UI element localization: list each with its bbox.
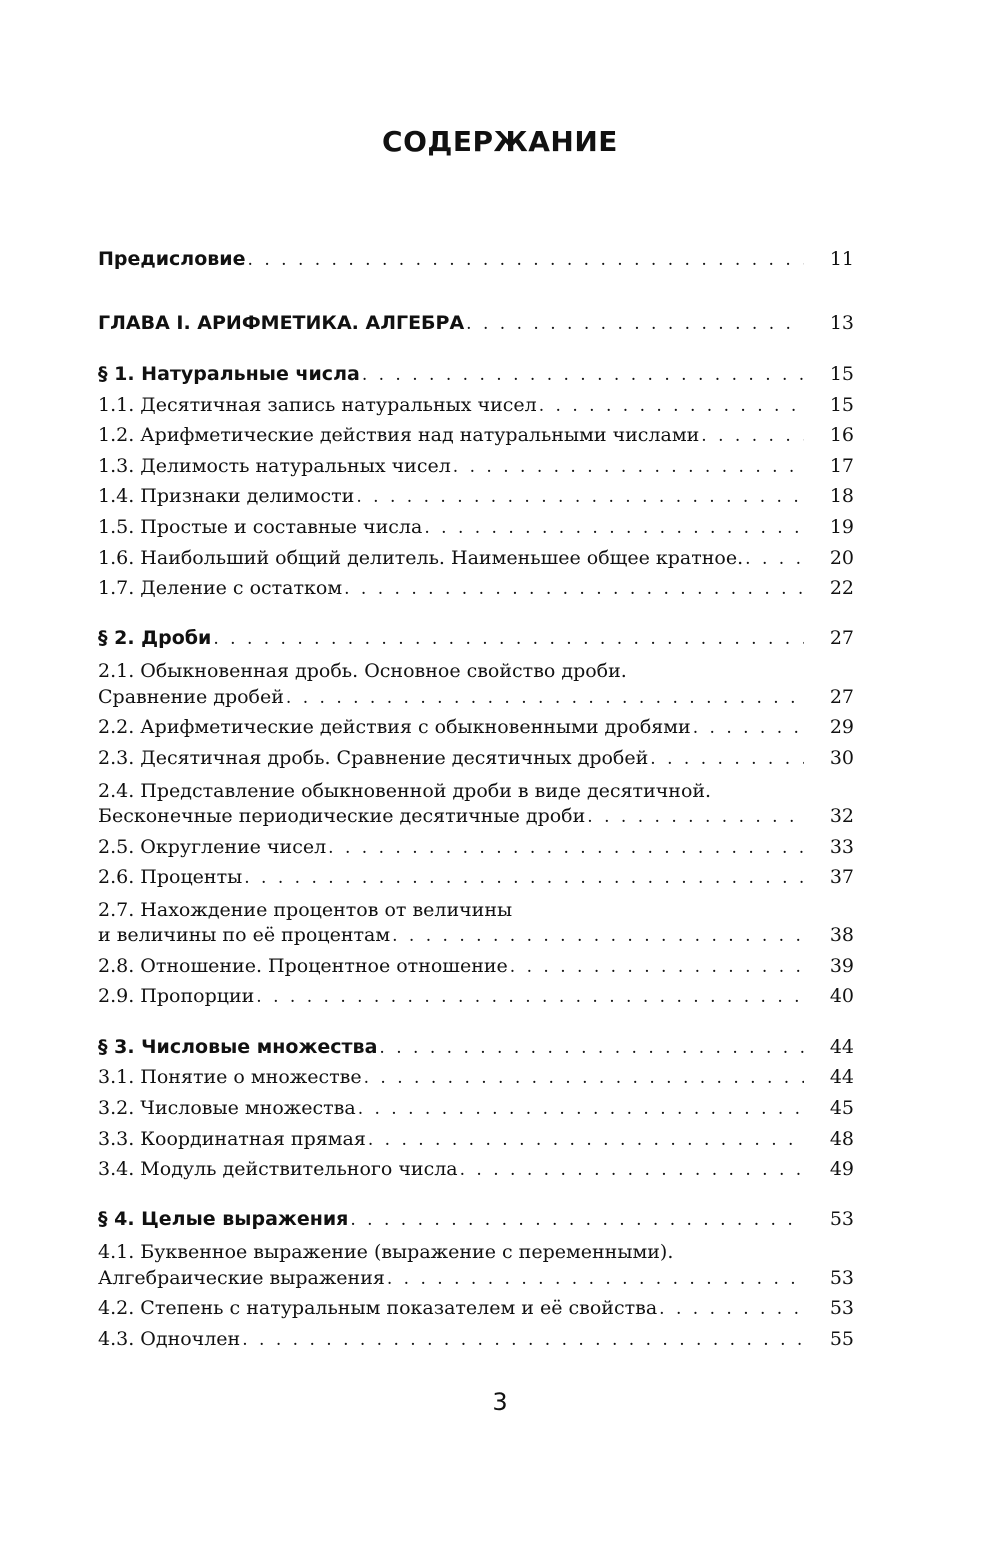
dot-leader xyxy=(368,1130,804,1150)
entry-page: 44 xyxy=(829,1036,854,1058)
entry-page: 27 xyxy=(829,627,854,649)
dot-leader xyxy=(286,688,804,708)
dot-leader xyxy=(659,1299,804,1319)
entry-label: 1.7. Деление с остатком xyxy=(98,577,343,599)
entry-label: 2.5. Округление чисел xyxy=(98,836,327,858)
entry-page: 13 xyxy=(829,312,854,334)
dot-leader xyxy=(364,1068,804,1088)
entry-page: 55 xyxy=(829,1328,854,1350)
toc-entry-2-6[interactable] xyxy=(98,866,854,896)
entry-page: 18 xyxy=(829,485,854,507)
entry-page: 53 xyxy=(829,1208,854,1230)
toc-entry-4-1[interactable] xyxy=(98,1267,854,1297)
entry-page: 33 xyxy=(829,836,854,858)
toc-entry-3-2[interactable] xyxy=(98,1097,854,1127)
dot-leader xyxy=(242,1330,804,1350)
entry-page: 20 xyxy=(829,547,854,569)
toc-entry-2-1-line1: 2.1. Обыкновенная дробь. Основное свойство дроби. xyxy=(98,660,627,682)
entry-label: 4.2. Степень с натуральным показателем и её свойства xyxy=(98,1297,658,1319)
entry-label: 2.3. Десятичная дробь. Сравнение десятичных дробей xyxy=(98,747,649,769)
entry-label: 1.5. Простые и составные числа xyxy=(98,516,423,538)
entry-label: 3.3. Координатная прямая xyxy=(98,1128,366,1150)
toc-entry-3-4[interactable] xyxy=(98,1158,854,1188)
toc-entry-4-3[interactable] xyxy=(98,1328,854,1358)
toc-entry-2-7[interactable] xyxy=(98,924,854,954)
entry-label: Предисловие xyxy=(98,248,246,270)
entry-page: 19 xyxy=(829,516,854,538)
dot-leader xyxy=(362,365,804,385)
entry-page: 44 xyxy=(829,1066,854,1088)
entry-label: Бесконечные периодические десятичные дроби xyxy=(98,805,586,827)
dot-leader xyxy=(387,1269,804,1289)
toc-entry-2-4[interactable] xyxy=(98,805,854,835)
entry-page: 27 xyxy=(829,686,854,708)
toc-entry-2-3[interactable] xyxy=(98,747,854,777)
toc-entry-section-3[interactable] xyxy=(98,1036,854,1066)
entry-label: 1.3. Делимость натуральных чисел xyxy=(98,455,451,477)
dot-leader xyxy=(328,838,804,858)
entry-page: 53 xyxy=(829,1297,854,1319)
toc-entry-2-9[interactable] xyxy=(98,985,854,1015)
toc-entry-section-1[interactable] xyxy=(98,363,854,393)
dot-leader xyxy=(693,718,804,738)
entry-page: 38 xyxy=(829,924,854,946)
toc-entry-4-2[interactable] xyxy=(98,1297,854,1327)
entry-label: 1.4. Признаки делимости xyxy=(98,485,355,507)
entry-page: 30 xyxy=(829,747,854,769)
entry-label: 3.1. Понятие о множестве xyxy=(98,1066,362,1088)
entry-label: 2.2. Арифметические действия с обыкновенными дробями xyxy=(98,716,691,738)
toc-entry-2-7-line1: 2.7. Нахождение процентов от величины xyxy=(98,899,513,921)
toc-entry-4-1-line1: 4.1. Буквенное выражение (выражение с переменными). xyxy=(98,1241,674,1263)
entry-page: 53 xyxy=(829,1267,854,1289)
entry-page: 45 xyxy=(829,1097,854,1119)
dot-leader xyxy=(701,426,804,446)
entry-page: 22 xyxy=(829,577,854,599)
dot-leader xyxy=(453,457,804,477)
dot-leader xyxy=(344,579,804,599)
entry-label: § 2. Дроби xyxy=(98,627,212,649)
entry-page: 15 xyxy=(829,394,854,416)
entry-label: 1.1. Десятичная запись натуральных чисел xyxy=(98,394,537,416)
toc-entry-section-4[interactable] xyxy=(98,1208,854,1238)
toc-entry-2-8[interactable] xyxy=(98,955,854,985)
entry-label: 2.9. Пропорции xyxy=(98,985,255,1007)
toc-entry-1-3[interactable] xyxy=(98,455,854,485)
dot-leader xyxy=(244,868,804,888)
toc-entry-1-7[interactable] xyxy=(98,577,854,607)
entry-label: 3.2. Числовые множества xyxy=(98,1097,356,1119)
dot-leader xyxy=(358,1099,804,1119)
dot-leader xyxy=(379,1038,804,1058)
entry-page: 29 xyxy=(829,716,854,738)
page-title: СОДЕРЖАНИЕ xyxy=(382,125,618,158)
entry-label: 1.2. Арифметические действия над натуральными числами xyxy=(98,424,700,446)
entry-page: 32 xyxy=(829,805,854,827)
dot-leader xyxy=(356,487,804,507)
entry-label: 2.6. Проценты xyxy=(98,866,243,888)
entry-label: § 4. Целые выражения xyxy=(98,1208,349,1230)
toc-entry-preface[interactable] xyxy=(98,248,854,278)
entry-label: Сравнение дробей xyxy=(98,686,284,708)
dot-leader xyxy=(745,549,804,569)
toc-entry-section-2[interactable] xyxy=(98,627,854,657)
toc-entry-2-5[interactable] xyxy=(98,836,854,866)
entry-page: 15 xyxy=(829,363,854,385)
entry-label: § 1. Натуральные числа xyxy=(98,363,360,385)
entry-label: § 3. Числовые множества xyxy=(98,1036,378,1058)
toc-entry-3-3[interactable] xyxy=(98,1128,854,1158)
dot-leader xyxy=(539,396,804,416)
dot-leader xyxy=(213,629,804,649)
dot-leader xyxy=(248,250,804,270)
entry-label: и величины по её процентам xyxy=(98,924,391,946)
entry-page: 49 xyxy=(829,1158,854,1180)
dot-leader xyxy=(650,749,804,769)
entry-label: 2.8. Отношение. Процентное отношение xyxy=(98,955,508,977)
toc-entry-3-1[interactable] xyxy=(98,1066,854,1096)
toc-entry-chapter-1[interactable] xyxy=(98,312,854,342)
entry-label: 3.4. Модуль действительного числа xyxy=(98,1158,458,1180)
entry-page: 48 xyxy=(829,1128,854,1150)
entry-page: 11 xyxy=(829,248,854,270)
entry-label: 4.3. Одночлен xyxy=(98,1328,241,1350)
toc-entry-1-6[interactable] xyxy=(98,547,854,577)
dot-leader xyxy=(460,1160,804,1180)
toc-entry-2-2[interactable] xyxy=(98,716,854,746)
entry-label: Алгебраические выражения xyxy=(98,1267,385,1289)
entry-label: 1.6. Наибольший общий делитель. Наименьшее общее кратное. xyxy=(98,547,744,569)
toc-entry-1-1[interactable] xyxy=(98,394,854,424)
entry-page: 16 xyxy=(829,424,854,446)
page-number: 3 xyxy=(492,1388,508,1416)
toc-entry-1-5[interactable] xyxy=(98,516,854,546)
toc-entry-1-2[interactable] xyxy=(98,424,854,454)
dot-leader xyxy=(510,957,804,977)
dot-leader xyxy=(587,807,804,827)
entry-page: 37 xyxy=(829,866,854,888)
entry-page: 17 xyxy=(829,455,854,477)
toc-entry-1-4[interactable] xyxy=(98,485,854,515)
toc-entry-2-1[interactable] xyxy=(98,686,854,716)
dot-leader xyxy=(424,518,804,538)
dot-leader xyxy=(256,987,804,1007)
entry-label: ГЛАВА I. АРИФМЕТИКА. АЛГЕБРА xyxy=(98,312,465,334)
entry-page: 40 xyxy=(829,985,854,1007)
dot-leader xyxy=(392,926,804,946)
entry-page: 39 xyxy=(829,955,854,977)
dot-leader xyxy=(350,1210,804,1230)
dot-leader xyxy=(466,314,804,334)
toc-entry-2-4-line1: 2.4. Представление обыкновенной дроби в виде десятичной. xyxy=(98,780,712,802)
